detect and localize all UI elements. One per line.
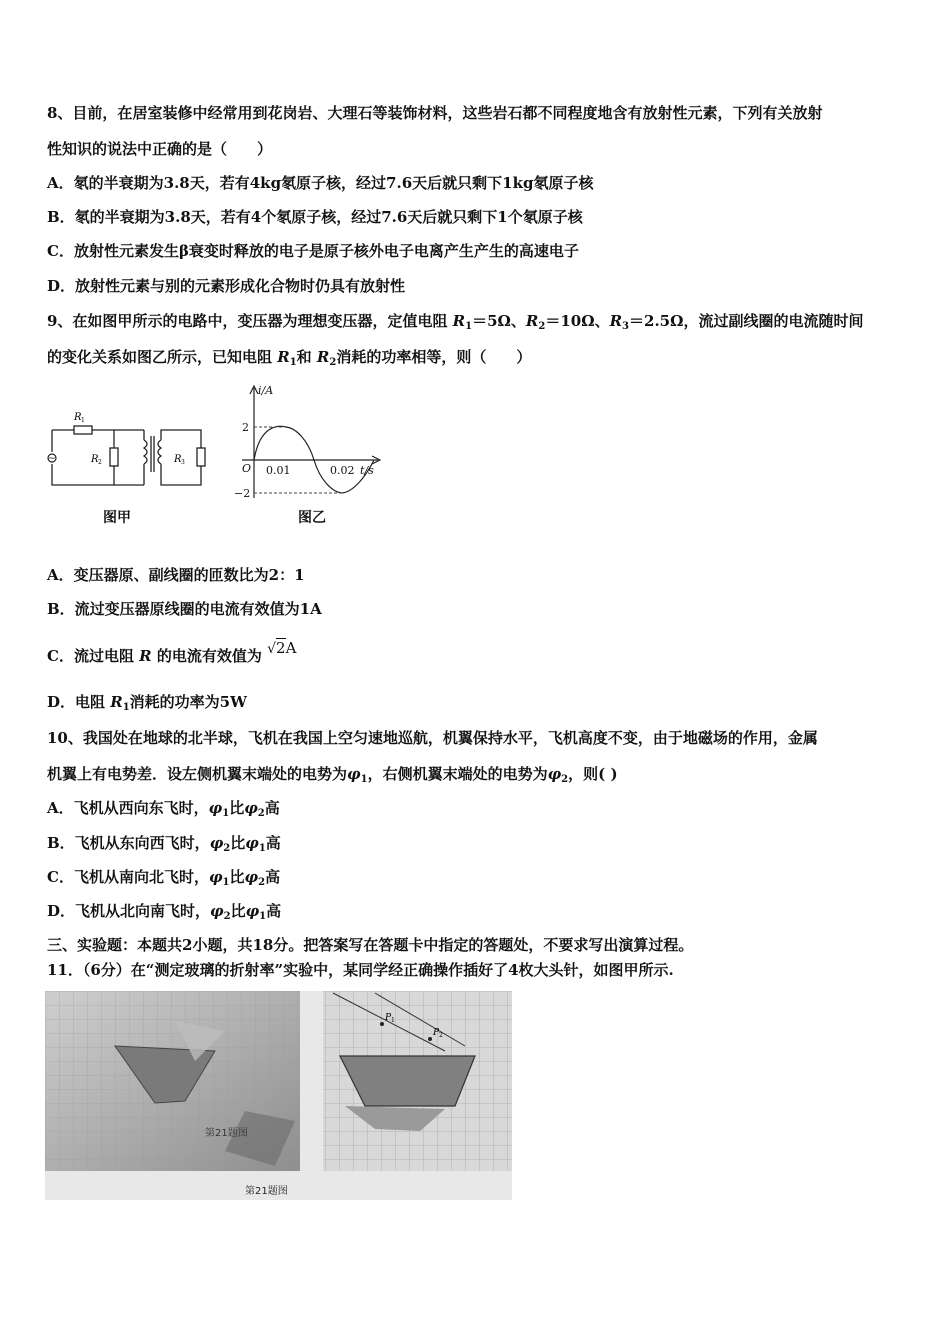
q8-stem-line1: 8、目前，在居室装修中经常用到花岗岩、大理石等装饰材料，这些岩石都不同程度地含有放射性元素，下列有关放射 [47,104,823,122]
q9-option-c: C．流过电阻 R 的电流有效值为 √2A [47,639,297,665]
q8-option-b: B．氡的半衰期为3.8天，若有4个氡原子核，经过7.6天后就只剩下1个氡原子核 [47,208,583,226]
pin-p2-label: P [433,1028,440,1038]
q9-option-b: B．流过变压器原线圈的电流有效值为1A [47,600,322,618]
graph-origin: O [242,462,252,475]
q11-stem: 11．（6分）在“测定玻璃的折射率”实验中，某同学经正确操作插好了4枚大头针，如图甲所示. [47,961,674,979]
pin-p1-label: P [385,1013,392,1023]
q9-option-a: A．变压器原、副线圈的匝数比为2：1 [47,566,305,584]
section-3-heading: 三、实验题：本题共2小题，共18分。把答案写在答题卡中指定的答题处，不要求写出演算过程。 [47,936,694,954]
pin-p1-sub: 1 [391,1017,395,1024]
q10-stem-line2: 机翼上有电势差．设左侧机翼末端处的电势为$\varphi_1$，右侧机翼末端处的电势为$\varphi_2$，则( ) [47,765,618,785]
label-r1: R [74,412,82,423]
q9-option-d: D．电阻 $R_1$消耗的功率为5W [47,693,247,713]
q10-option-c: C．飞机从南向北飞时，$\varphi_1$比$\varphi_2$高 [47,868,281,888]
label-r3: R [174,454,182,465]
pin-p2-sub: 2 [439,1032,443,1039]
figure-yi-caption: 图乙 [298,510,326,526]
glass-refraction-photo [45,991,512,1200]
q10-option-d: D．飞机从北向南飞时，$\varphi_2$比$\varphi_1$高 [47,902,282,922]
current-time-graph [228,380,388,505]
q9-stem-line1: 9、在如图甲所示的电路中，变压器为理想变压器，定值电阻 $R_1=5\Omega$、$R_2=10\Omega$、$R_3=2.5\Omega$，流过副线圈的电流随时间 [47,312,864,332]
graph-t2-tick: 0.02 [330,464,355,477]
ac-source-symbol: ~ [48,454,56,464]
graph-y-bottom-tick: −2 [234,487,251,500]
photo-caption: 第21题图 [245,1186,288,1197]
label-r2: R [91,454,99,465]
graph-y-label: i/A [258,384,274,397]
q9-stem-line2: 的变化关系如图乙所示，已知电阻 $R_1$和 $R_2$消耗的功率相等，则（ ） [47,348,532,368]
circuit-diagram [44,400,214,500]
q10-option-b: B．飞机从东向西飞时，$\varphi_2$比$\varphi_1$高 [47,834,281,854]
q10-stem-line1: 10、我国处在地球的北半球，飞机在我国上空匀速地巡航，机翼保持水平，飞机高度不变，由于地磁场的作用，金属 [47,729,818,747]
q8-option-d: D．放射性元素与别的元素形成化合物时仍具有放射性 [47,277,406,295]
graph-y-top-tick: 2 [242,421,249,434]
label-r3-sub: 3 [181,459,185,466]
q8-option-c: C．放射性元素发生β衰变时释放的电子是原子核外电子电离产生产生的高速电子 [47,242,579,260]
label-r2-sub: 2 [98,459,102,466]
figure-jia-caption: 图甲 [103,510,131,526]
q10-option-a: A．飞机从西向东飞时，$\varphi_1$比$\varphi_2$高 [47,799,280,819]
graph-t1-tick: 0.01 [266,464,291,477]
graph-x-label: t/s [360,464,374,477]
q8-stem-line2: 性知识的说法中正确的是（ ） [47,140,273,158]
q8-option-a: A．氡的半衰期为3.8天，若有4kg氡原子核，经过7.6天后就只剩下1kg氡原子核 [47,174,594,192]
inner-photo-caption: 第21题图 [205,1128,248,1139]
label-r1-sub: 1 [81,417,85,424]
